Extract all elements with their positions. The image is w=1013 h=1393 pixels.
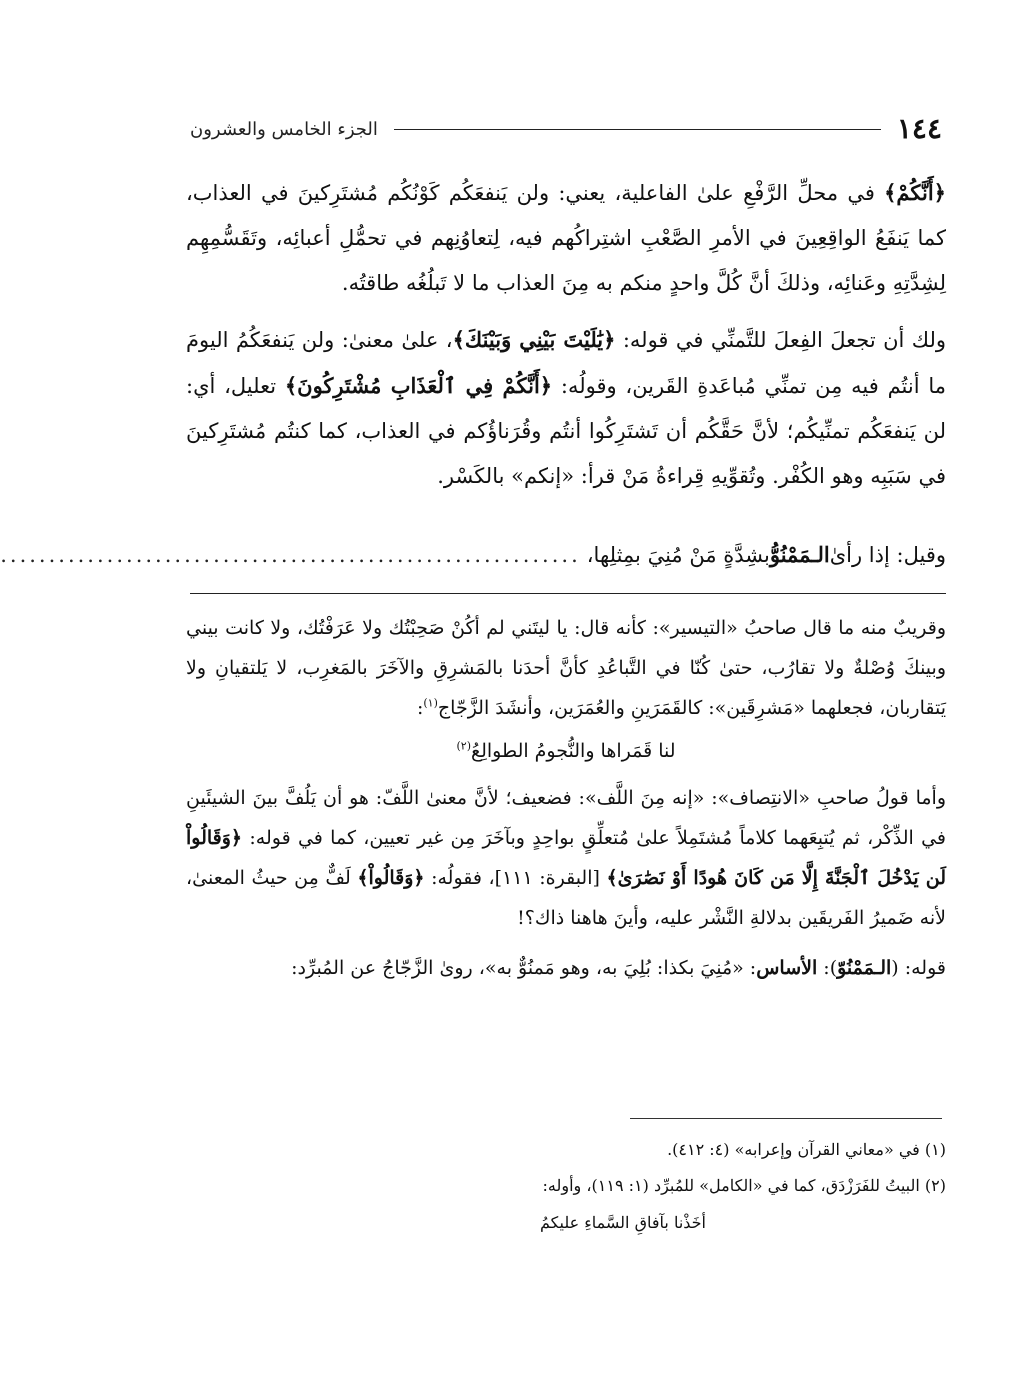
paragraph-text: ولك أن تجعلَ الفِعلَ للتَّمنِّي في قوله: xyxy=(615,328,946,352)
footnote-ref: (٢) xyxy=(456,739,471,753)
keyword: الـمَمْنُوّ xyxy=(837,957,892,979)
paragraph-text: ، علىٰ معنىٰ: ولن يَنفعَكُمُ اليومَ ما أنتُم فيه مِن تمنِّي مُباعَدةِ القَرين، وقولُه: xyxy=(186,328,946,398)
main-text xyxy=(186,170,946,510)
header-rule xyxy=(394,129,881,130)
footnote-2: (٢) البيتُ للفَرَزْدَق، كما في «الكامل» للمُبرِّد (١: ١١٩)، وأوله: xyxy=(542,1176,946,1195)
ellipsis-dots: ............................................................ xyxy=(0,543,581,567)
paragraph-3 xyxy=(0,542,946,567)
footnote-divider xyxy=(630,1118,942,1119)
footnote-ref: (١) xyxy=(423,696,438,710)
footnotes xyxy=(186,1132,946,1240)
page-header xyxy=(190,112,942,146)
quran-quote: ﴿أَنَّكُمْ﴾ xyxy=(884,180,946,205)
commentary-text xyxy=(186,608,946,988)
paragraph-text: بشِدَّةٍ مَنْ مُنِيَ بمِثلِها، xyxy=(586,543,770,567)
paragraph-text: : «مُنِيَ بكذا: بُلِيَ به، وهو مَمنُوٌّ به»، روىٰ الزَّجّاجُ عن المُبرِّد: xyxy=(291,957,757,979)
paragraph-text: وقيل: إذا رأىٰ xyxy=(829,543,946,567)
punctuation: : xyxy=(416,697,424,719)
paragraph-text: تعليل، أي: لن يَنفعَكُم تمنِّيكُم؛ لأنَّ حَقَّكُم أن تَشتَرِكُوا أنتُم وقُرَناؤُكم في العذاب، كما كنتُم مُشتَرِكينَ في سَبَبِه وهو الكُفْر. وتُقوِّيهِ قِراءةُ مَنْ قرأ: «إنكم» بالكَسْر. xyxy=(186,374,946,488)
commentary-paragraph-2 xyxy=(186,778,946,938)
poetry-verse xyxy=(186,730,946,772)
verse-text: لنا قَمَراها والنُّجومُ الطوالِعُ xyxy=(470,740,676,762)
commentary-paragraph-1 xyxy=(186,608,946,728)
quran-quote: ﴿وَقَالُواْ﴾ xyxy=(357,867,425,889)
quran-quote: ﴿يَٰلَيْتَ بَيْنِي وَبَيْنَكَ﴾ xyxy=(452,327,616,352)
paragraph-text: [البقرة: ١١١]، فقولُه: xyxy=(424,867,607,889)
paragraph-2 xyxy=(186,317,946,499)
paragraph-text: وأما قولُ صاحبِ «الانتِصاف»: «إنه مِنَ اللَّف»: فضعيف؛ لأنَّ معنىٰ اللَّفّ: هو أن يَلُفَّ بينَ الشيئَينِ في الذِّكْر، ثم يُتبِعَهما كلاماً مُشتَمِلاً علىٰ مُتعلِّقٍ بواحِدٍ وبآخَرَ مِن غير تعيين، كما في قوله: xyxy=(186,787,946,849)
page-number: ١٤٤ xyxy=(896,112,942,145)
paragraph-text: لَفٌّ مِن حيثُ المعنىٰ، لأنه ضَميرُ الفَريقَين بدلالةِ النَّشْر عليه، وأينَ هاهنا ذاك؟! xyxy=(186,867,946,929)
footnote-2-verse: أخَذْنا بآفاقِ السَّماءِ عليكمُ xyxy=(540,1213,706,1232)
paragraph-1 xyxy=(186,170,946,306)
paragraph-text: في محلِّ الرَّفْعِ علىٰ الفاعلية، يعني: ولن يَنفعَكُم كَوْنُكُم مُشتَرِكينَ في العذاب، كما يَنفَعُ الواقِعِينَ في الأمرِ الصَّعْبِ اشتِراكُهم فيه، لِتعاوُنِهم في تحمُّلِ أعبائِه، وتَقَسُّمِهِم لِشِدَّتِهِ وعَنائِه، وذلكَ أنَّ كُلَّ واحدٍ منكم به مِنَ العذاب ما لا تَبلُغُه طاقتُه. xyxy=(186,181,946,295)
footnote-1: (١) في «معاني القرآن وإعرابه» (٤: ٤١٢). xyxy=(667,1140,946,1159)
source-name: الأساس xyxy=(756,957,818,979)
quran-quote: ﴿أَنَّكُمْ فِي ٱلْعَذَابِ مُشْتَرِكُونَ﴾ xyxy=(284,373,553,398)
commentary-paragraph-3 xyxy=(186,948,946,988)
paragraph-text: قوله: ( xyxy=(891,957,946,979)
running-title: الجزء الخامس والعشرون xyxy=(190,118,378,140)
paragraph-text: وقريبٌ منه ما قال صاحبُ «التيسير»: كأنه قال: يا ليتَني لم أكُنْ صَحِبْتُك ولا عَرَفْتُك، ولا كانت بيني وبينكَ وُصْلةٌ ولا تقارُب، حتىٰ كُنّا في التَّباعُدِ كأنَّ أحدَنا بالمَشرِقِ والآخَرَ بالمَغرِب، لا يَلتقيانِ ولا يَتقاربان، فجعلهما «مَشرِقَين»: كالقَمَرَينِ والعُمَرَين، وأنشَدَ الزَّجّاج xyxy=(186,617,946,719)
paragraph-text: ): xyxy=(817,957,838,979)
keyword: الـمَمْنُوُّ xyxy=(769,542,830,567)
section-divider xyxy=(190,593,946,594)
quran-quote: ﴿وَقَالُواْ لَن يَدْخُلَ ٱلْجَنَّةَ إِلَّا مَن كَانَ هُودًا أَوْ نَصَٰرَىٰ﴾ xyxy=(186,827,947,889)
